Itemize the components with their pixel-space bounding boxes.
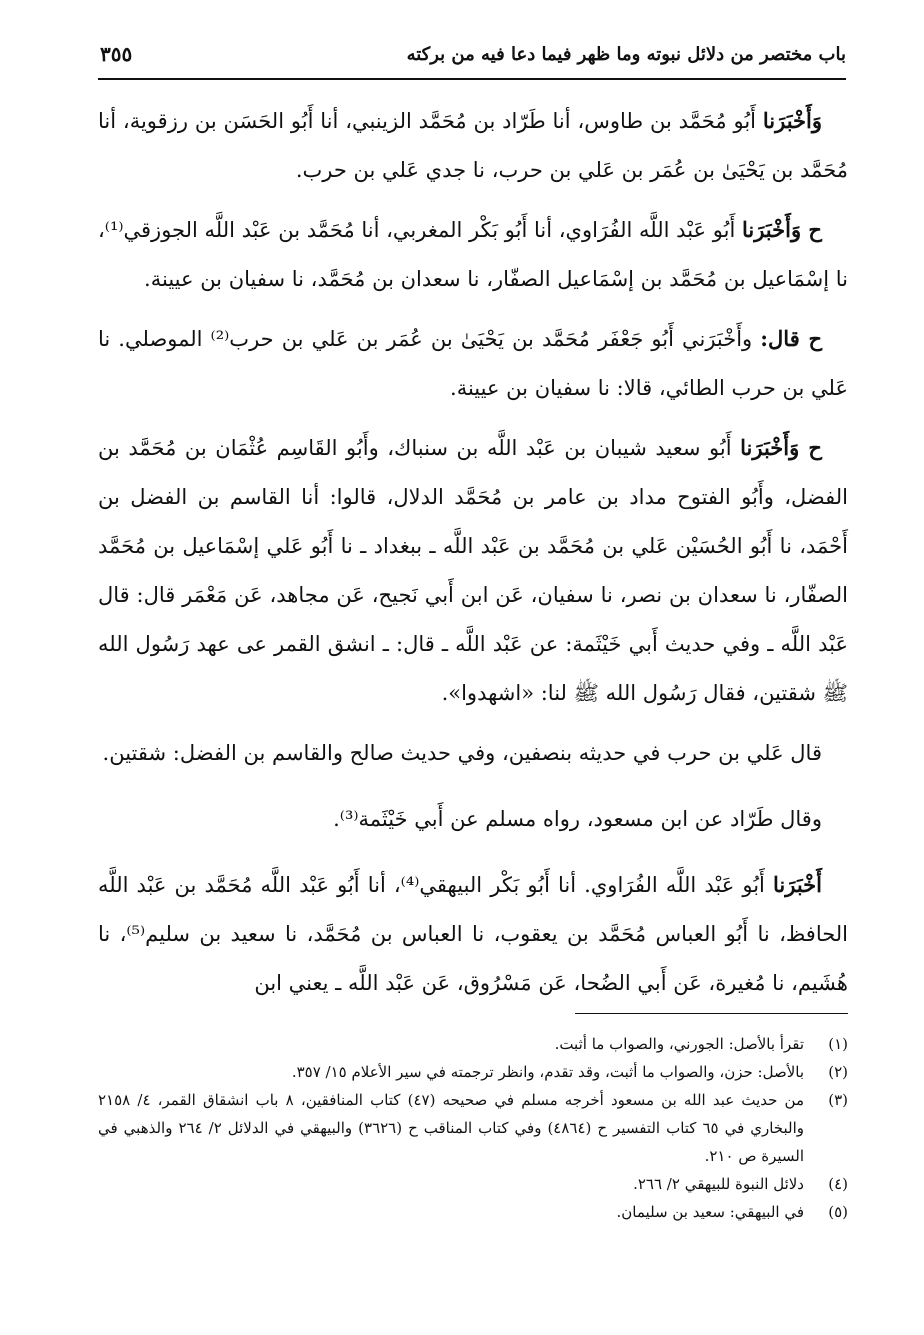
running-title: باب مختصر من دلائل نبوته وما ظهر فيما دعا فيه من بركته xyxy=(406,44,846,65)
footnote xyxy=(98,1058,848,1086)
paragraph-lead: ح وَأَخْبَرَنا xyxy=(741,217,822,242)
footnote-number: (٤) xyxy=(828,1175,848,1193)
footnote-text: دلائل النبوة للبيهقي ٢/ ٢٦٦. xyxy=(633,1175,804,1193)
page-header xyxy=(98,38,846,80)
paragraph-lead: أَخْبَرَنا xyxy=(773,872,822,897)
paragraph-lead: ح وَأَخْبَرَنا xyxy=(740,435,822,460)
footnote-divider xyxy=(575,1013,848,1014)
paragraph-text: وقال طَرّاد عن ابن مسعود، رواه مسلم عن أَبي خَيْثَمة⁽³⁾. xyxy=(333,807,822,831)
paragraph xyxy=(98,96,848,195)
paragraph-text: وأَخْبَرَني أَبُو جَعْفَر مُحَمَّد بن يَحْيَىٰ بن عُمَر بن عَلي بن حرب⁽²⁾ الموصلي. نا عَلي بن حرب الطائي، قالا: نا سفيان بن عيينة. xyxy=(98,327,848,400)
footnote-number: (٢) xyxy=(828,1063,848,1081)
footnote-text: تقرأ بالأصل: الجورني، والصواب ما أثبت. xyxy=(554,1035,804,1053)
paragraph xyxy=(98,423,848,718)
page-number: ٣٥٥ xyxy=(100,42,133,66)
footnote xyxy=(98,1198,848,1226)
footnote xyxy=(98,1030,848,1058)
main-text xyxy=(98,96,848,1008)
paragraph-text: قال عَلي بن حرب في حديثه بنصفين، وفي حديث صالح والقاسم بن الفضل: شقتين. xyxy=(102,741,822,765)
footnote-text: بالأصل: حزن، والصواب ما أثبت، وقد تقدم، وانظر ترجمته في سير الأعلام ١٥/ ٣٥٧. xyxy=(291,1063,804,1081)
paragraph xyxy=(98,794,848,844)
paragraph xyxy=(98,314,848,413)
footnote xyxy=(98,1170,848,1198)
footnote-number: (٥) xyxy=(828,1203,848,1221)
paragraph xyxy=(98,860,848,1008)
footnote xyxy=(98,1086,848,1170)
paragraph-text: أَبُو عَبْد اللَّه الفُرَاوي. أنا أَبُو بَكْر البيهقي⁽⁴⁾، أنا أَبُو عَبْد اللَّه مُحَمَّد بن عَبْد اللَّه الحافظ، نا أَبُو العباس مُحَمَّد بن يعقوب، نا العباس بن مُحَمَّد، نا سعيد بن سليم⁽⁵⁾، نا هُشَيم، نا مُغيرة، عَن أَبي الضُحا، عَن مَسْرُوق، عَن عَبْد اللَّه ـ يعني ابن xyxy=(98,873,848,995)
paragraph xyxy=(98,728,848,778)
footnote-text: في البيهقي: سعيد بن سليمان. xyxy=(616,1203,804,1221)
footnote-number: (١) xyxy=(828,1035,848,1053)
paragraph-text: أَبُو سعيد شيبان بن عَبْد اللَّه بن سنباك، وأَبُو القَاسِم عُثْمَان بن مُحَمَّد بن الفضل، وأَبُو الفتوح مداد بن عامر بن مُحَمَّد الدلال، قالوا: أنا القاسم بن الفضل بن أَحْمَد، نا أَبُو الحُسَيْن عَلي بن مُحَمَّد بن عَبْد اللَّه ـ ببغداد ـ نا أَبُو عَلي إسْمَاعيل بن مُحَمَّد الصفّار، نا سعدان بن نصر، نا سفيان، عَن ابن أَبي نَجيح، عَن مجاهد، عَن مَعْمَر قال: قال عَبْد اللَّه ـ وفي حديث أَبي خَيْثَمة: عن عَبْد اللَّه ـ قال: ـ انشق القمر عى عهد رَسُول الله ﷺ شقتين، فقال رَسُول الله ﷺ لنا: «اشهدوا». xyxy=(98,436,848,705)
footnote-text: من حديث عبد الله بن مسعود أخرجه مسلم في صحيحه (٤٧) كتاب المنافقين، ٨ باب انشقاق القمر، ٤/ ٢١٥٨ والبخاري في ٦٥ كتاب التفسير ح (٤٨٦٤) وفي كتاب المناقب ح (٣٦٢٦) والبيهقي في الدلائل ٢/ ٢٦٤ والذهبي في السيرة ص ٢١٠. xyxy=(98,1091,805,1165)
paragraph-text: أَبُو عَبْد اللَّه الفُرَاوي، أنا أَبُو بَكْر المغربي، أنا مُحَمَّد بن عَبْد اللَّه الجوزقي⁽¹⁾، نا إسْمَاعيل بن مُحَمَّد بن إسْمَاعيل الصفّار، نا سعدان بن مُحَمَّد، نا سفيان بن عيينة. xyxy=(98,218,848,291)
paragraph-lead: ح قال: xyxy=(760,326,822,351)
paragraph-text: أَبُو مُحَمَّد بن طاوس، أنا طَرّاد بن مُحَمَّد الزينبي، أنا أَبُو الحَسَن بن رزقوية، أنا مُحَمَّد بن يَحْيَىٰ بن عُمَر بن عَلي بن حرب، نا جدي عَلي بن حرب. xyxy=(98,109,848,182)
footnotes xyxy=(98,1030,848,1226)
footnote-number: (٣) xyxy=(828,1091,848,1109)
paragraph-lead: وَأَخْبَرَنا xyxy=(762,108,822,133)
paragraph xyxy=(98,205,848,304)
